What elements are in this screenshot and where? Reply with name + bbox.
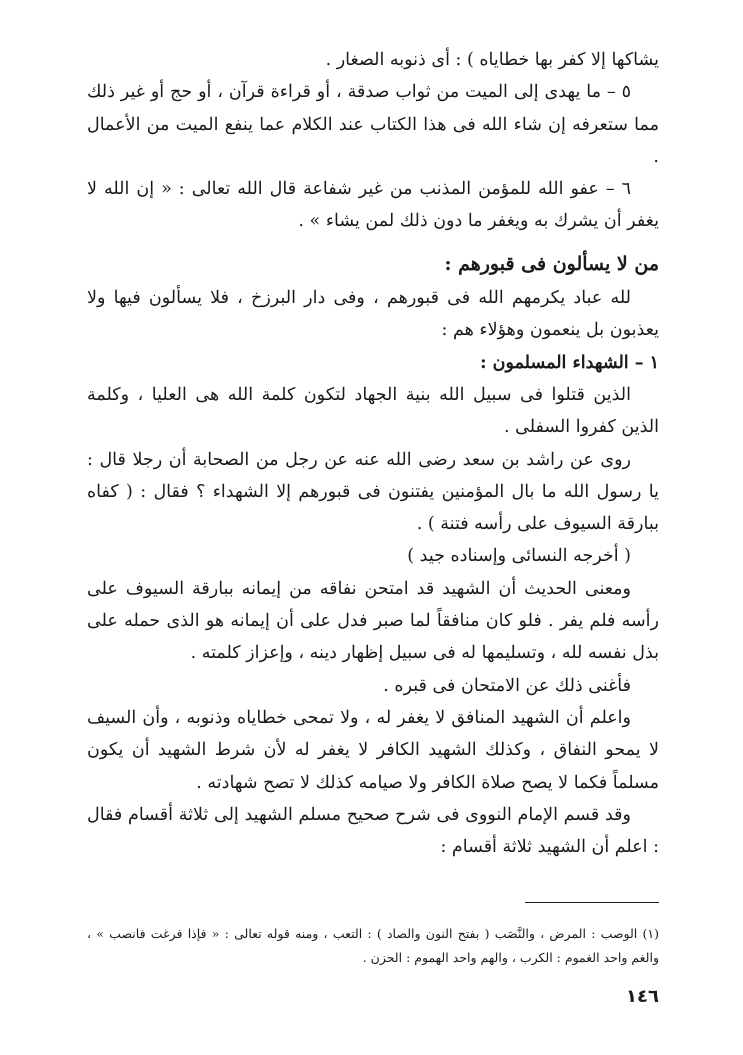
list-item-6: ٦ – عفو الله للمؤمن المذنب من غير شفاعة قال الله تعالى : « إن الله لا يغفر أن يشرك به ويغفر ما دون ذلك لمن يشاء » . <box>87 179 659 232</box>
paragraph-hadith: روى عن راشد بن سعد رضى الله عنه عن رجل من الصحابة أن رجلا قال : يا رسول الله ما بال المؤمنين يفتنون فى قبورهم إلا الشهداء ؟ فقال : ( كفاه ببارقة السيوف على رأسه فتنة ) . <box>87 449 659 535</box>
hadith-source: ( أخرجه النسائى وإسناده جيد ) <box>407 546 631 567</box>
main-text <box>87 44 659 863</box>
section-heading: من لا يسألون فى قبورهم : <box>444 252 659 275</box>
page-number: ١٤٦ <box>626 986 659 1007</box>
paragraph-conclusion: فأغنى ذلك عن الامتحان فى قبره . <box>383 675 631 696</box>
footnotes <box>87 922 659 970</box>
intro-paragraph: لله عباد يكرمهم الله فى قبورهم ، وفى دار البرزخ ، فلا يسألون فيها ولا يعذبون بل ينعمون وهؤلاء هم : <box>87 288 659 341</box>
list-item-5: ٥ – ما يهدى إلى الميت من ثواب صدقة ، أو قراءة قرآن ، أو حج أو غير ذلك مما ستعرفه إن شاء الله فى هذا الكتاب عند الكلام عما ينفع الميت من الأعمال . <box>87 82 659 167</box>
paragraph-note: واعلم أن الشهيد المنافق لا يغفر له ، ولا تمحى خطاياه وذنوبه ، وأن السيف لا يمحو النفاق ، وكذلك الشهيد الكافر لا يغفر له لأن شرط الشهيد أن يكون مسلماً فكما لا يصح صلاة الكافر ولا صيامه كذلك لا تصح شهادته . <box>87 707 659 793</box>
footnote-1: (١) الوصب : المرض ، والنَّصَب ( بفتح النون والصاد ) : التعب ، ومنه قوله تعالى : « فإذا فرغت فانصب » ، والغم واحد الغموم : الكرب ، والهم واحد الهموم : الحزن . <box>87 926 659 965</box>
paragraph-explanation: ومعنى الحديث أن الشهيد قد امتحن نفاقه من إيمانه ببارقة السيوف على رأسه فلم يفر . فلو كان منافقاً لما صبر فدل على أن إيمانه هو الذى حمله على بذل نفسه لله ، وتسليمها له فى سبيل إظهار دينه ، وإعزاز كلمته . <box>87 578 659 664</box>
paragraph-definition: الذين قتلوا فى سبيل الله بنية الجهاد لتكون كلمة الله هى العليا ، وكلمة الذين كفروا السفلى . <box>87 384 659 438</box>
subsection-title: ١ – الشهداء المسلمون : <box>480 352 659 373</box>
text-line-carryover: يشاكها إلا كفر بها خطاياه ) : أى ذنوبه الصغار . <box>325 50 659 70</box>
footnote-divider <box>525 902 659 903</box>
paragraph-nawawi: وقد قسم الإمام النووى فى شرح صحيح مسلم الشهيد إلى ثلاثة أقسام فقال : اعلم أن الشهيد ثلاثة أقسام : <box>87 804 659 858</box>
